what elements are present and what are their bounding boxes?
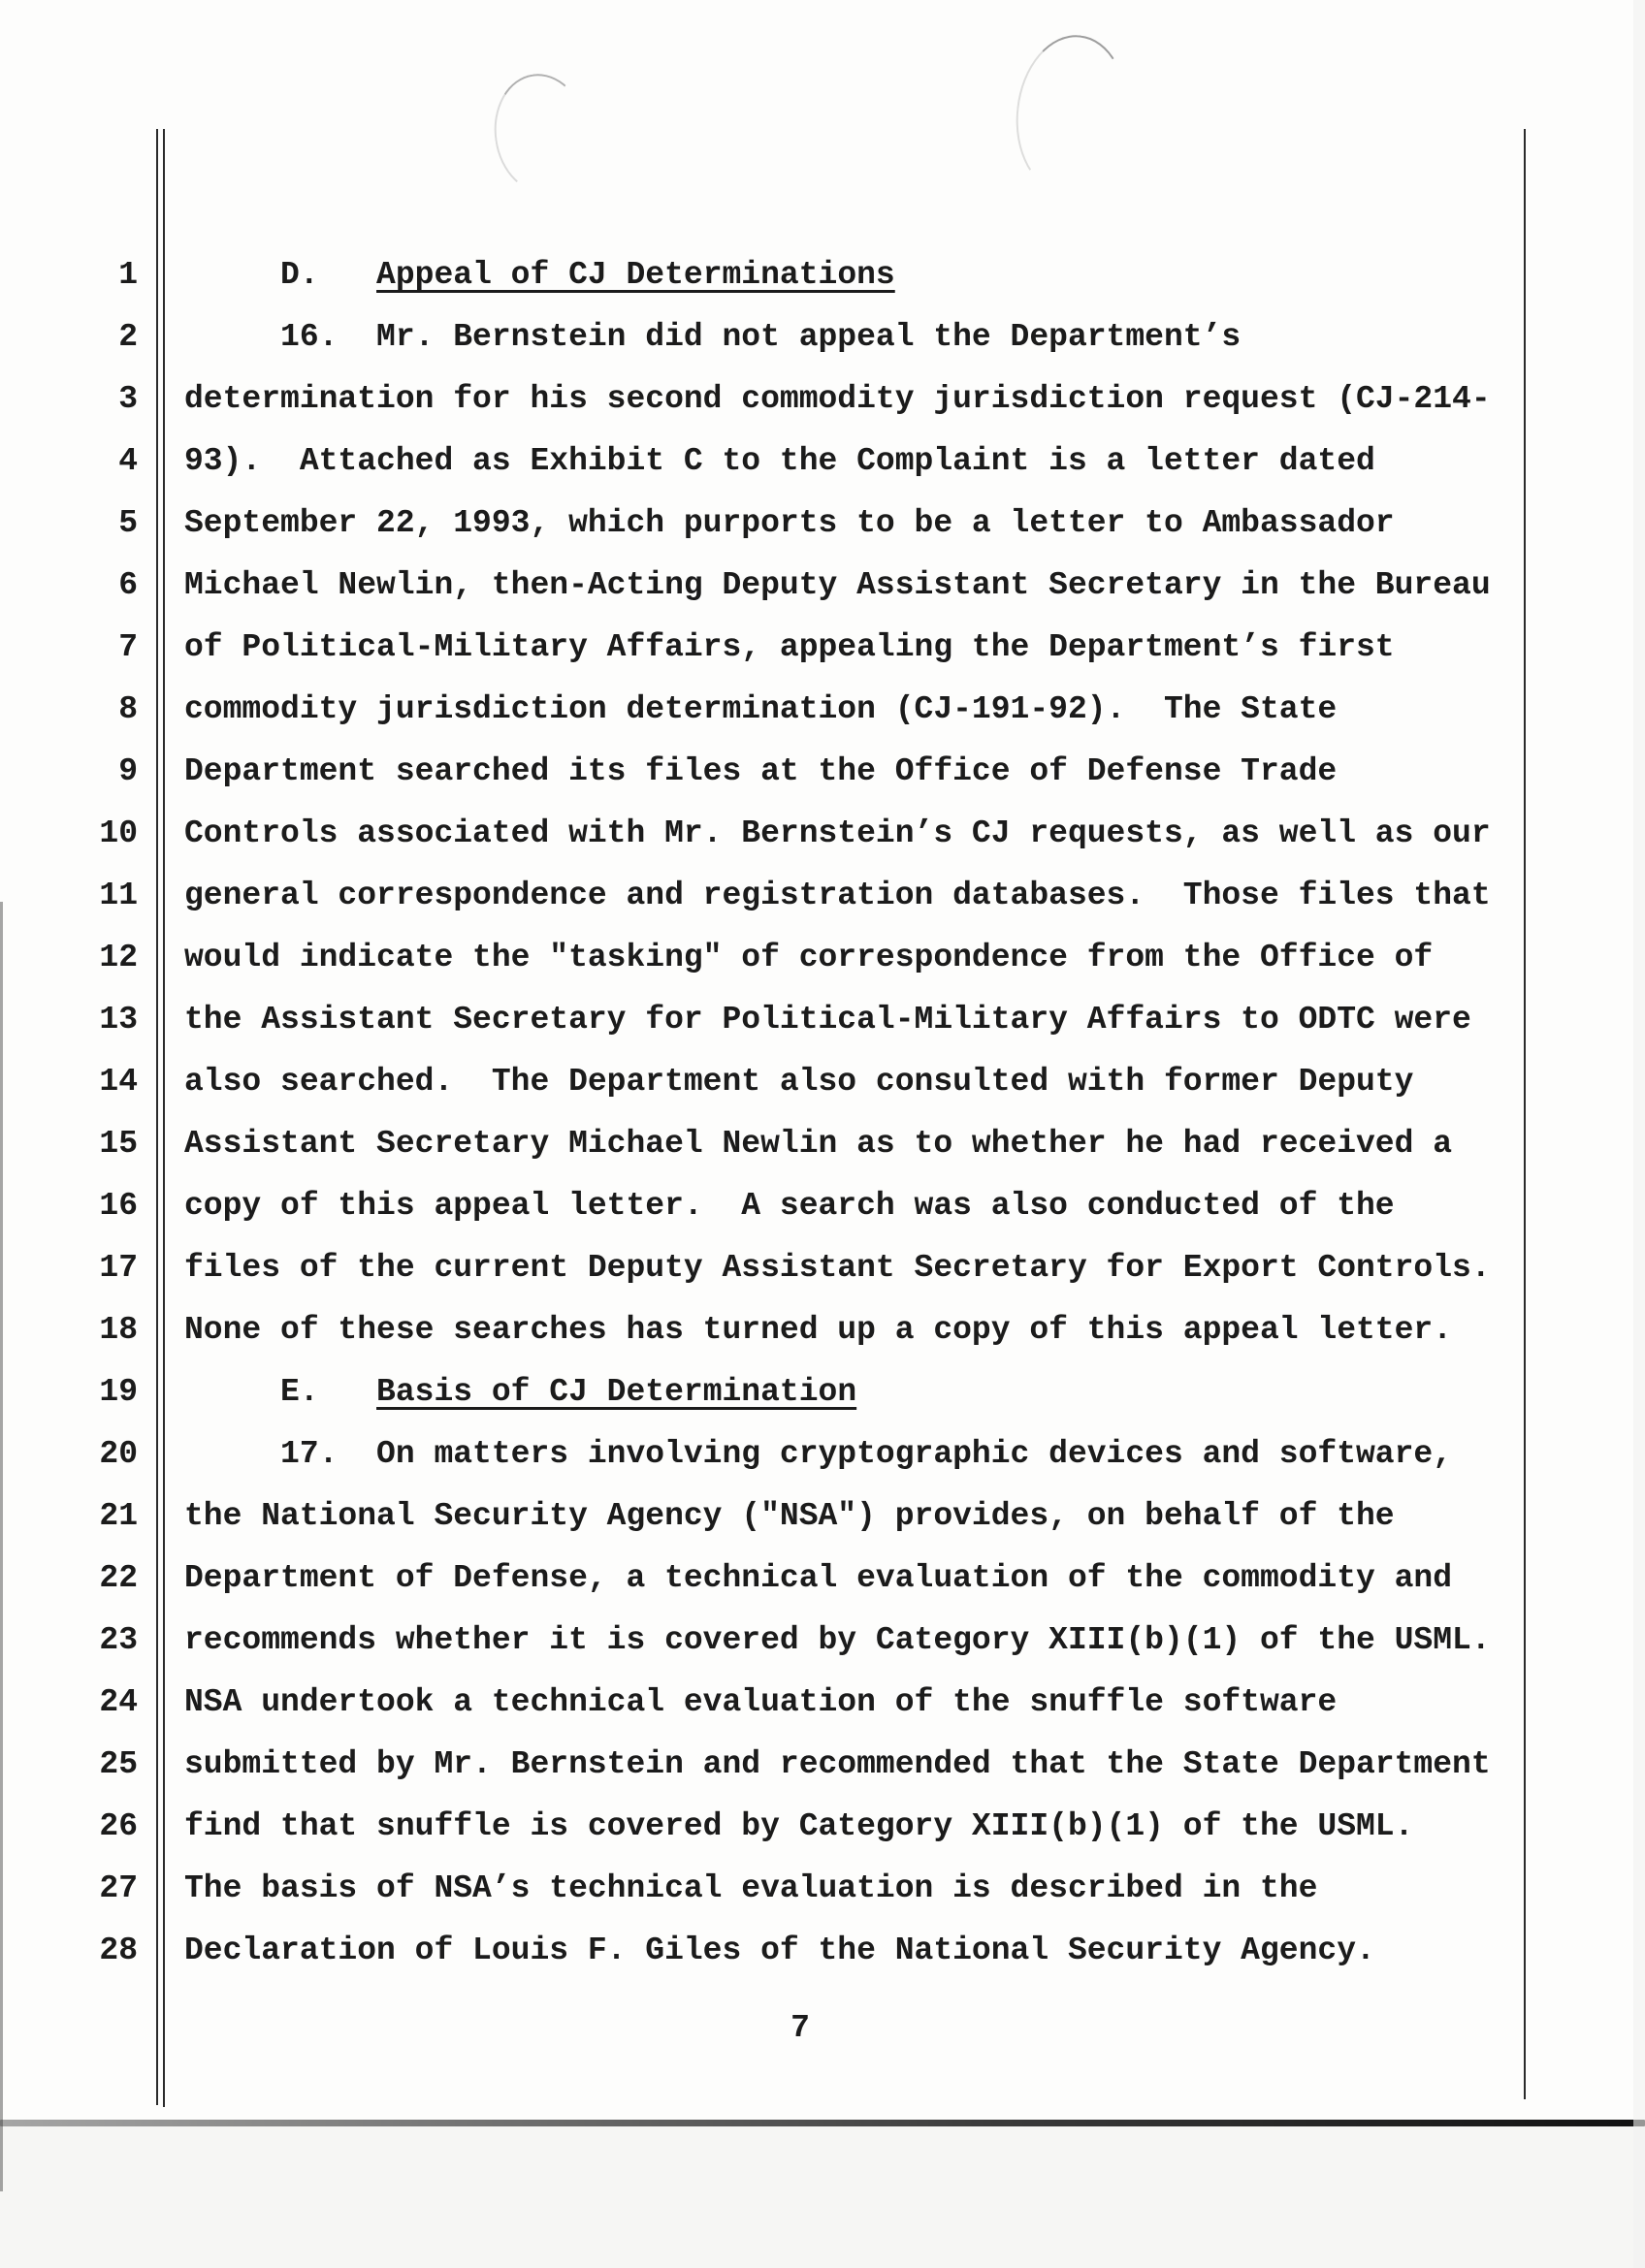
line-text	[184, 1051, 1413, 1113]
document-line	[0, 1610, 1645, 1672]
underlined-section-heading: Basis of CJ Determination	[376, 1374, 857, 1410]
line-text	[184, 1672, 1337, 1734]
scan-curl-artifact	[487, 68, 596, 200]
document-line	[0, 803, 1645, 865]
text-segment: 17. On matters involving cryptographic devices and software,	[184, 1436, 1453, 1472]
line-number: 9	[118, 753, 138, 789]
line-number: 18	[99, 1312, 138, 1348]
document-line	[0, 1734, 1645, 1796]
document-line	[0, 1299, 1645, 1361]
text-segment: would indicate the "tasking" of correspondence from the Office of	[184, 940, 1434, 975]
line-text	[184, 927, 1433, 989]
line-text	[184, 741, 1337, 803]
line-text	[184, 244, 895, 306]
line-number: 27	[99, 1870, 138, 1906]
scan-edge-artifact	[1633, 0, 1645, 2268]
document-line	[0, 1920, 1645, 1982]
document-line	[0, 1796, 1645, 1858]
text-segment: general correspondence and registration databases. Those files that	[184, 878, 1491, 913]
text-segment: Assistant Secretary Michael Newlin as to whether he had received a	[184, 1126, 1453, 1162]
line-number: 3	[118, 381, 138, 417]
line-number: 28	[99, 1933, 138, 1968]
page-number: 7	[790, 2010, 810, 2046]
document-line	[0, 306, 1645, 368]
line-text	[184, 1361, 856, 1423]
line-number: 13	[99, 1002, 138, 1038]
text-segment: of Political-Military Affairs, appealing the Department’s first	[184, 629, 1395, 665]
text-segment: Controls associated with Mr. Bernstein’s CJ requests, as well as our	[184, 815, 1491, 851]
line-number: 5	[118, 505, 138, 541]
text-segment: determination for his second commodity jurisdiction request (CJ-214-	[184, 381, 1491, 417]
line-text	[184, 306, 1241, 368]
text-segment: also searched. The Department also consulted with former Deputy	[184, 1064, 1414, 1100]
document-line	[0, 555, 1645, 617]
text-segment: September 22, 1993, which purports to be a letter to Ambassador	[184, 505, 1395, 541]
document-body	[0, 244, 1645, 1982]
text-segment: submitted by Mr. Bernstein and recommended that the State Department	[184, 1746, 1491, 1782]
document-line	[0, 368, 1645, 431]
line-number: 15	[99, 1126, 138, 1162]
scan-edge-artifact	[0, 902, 3, 2191]
line-number: 10	[99, 815, 138, 851]
line-number: 8	[118, 691, 138, 727]
text-segment: recommends whether it is covered by Category XIII(b)(1) of the USML.	[184, 1622, 1491, 1658]
line-number: 21	[99, 1498, 138, 1534]
document-line	[0, 927, 1645, 989]
line-number: 19	[99, 1374, 138, 1410]
line-number: 7	[118, 629, 138, 665]
text-segment: NSA undertook a technical evaluation of the snuffle software	[184, 1684, 1338, 1720]
document-line	[0, 617, 1645, 679]
line-text	[184, 1113, 1452, 1175]
line-text	[184, 679, 1337, 741]
line-number: 1	[118, 257, 138, 293]
line-text	[184, 1299, 1452, 1361]
document-line	[0, 679, 1645, 741]
line-text	[184, 617, 1395, 679]
line-text	[184, 865, 1491, 927]
line-number: 23	[99, 1622, 138, 1658]
line-number: 11	[99, 878, 138, 913]
text-segment: The basis of NSA’s technical evaluation is described in the	[184, 1870, 1318, 1906]
line-text	[184, 368, 1491, 431]
line-number: 17	[99, 1250, 138, 1286]
document-line	[0, 431, 1645, 493]
document-line	[0, 1113, 1645, 1175]
line-text	[184, 1858, 1317, 1920]
line-text	[184, 1920, 1375, 1982]
line-text	[184, 1237, 1491, 1299]
line-text	[184, 493, 1395, 555]
text-segment: copy of this appeal letter. A search was also conducted of the	[184, 1188, 1395, 1224]
text-segment: Department of Defense, a technical evaluation of the commodity and	[184, 1560, 1453, 1596]
text-segment: Michael Newlin, then-Acting Deputy Assistant Secretary in the Bureau	[184, 567, 1491, 603]
document-line	[0, 1423, 1645, 1485]
document-line	[0, 1237, 1645, 1299]
line-number: 24	[99, 1684, 138, 1720]
page-bottom-edge	[0, 2120, 1645, 2126]
line-text	[184, 555, 1491, 617]
line-text	[184, 1610, 1491, 1672]
text-segment: D.	[184, 257, 377, 293]
document-line	[0, 1672, 1645, 1734]
document-line	[0, 1361, 1645, 1423]
text-segment: 93). Attached as Exhibit C to the Complaint is a letter dated	[184, 443, 1375, 479]
document-line	[0, 1175, 1645, 1237]
line-number: 25	[99, 1746, 138, 1782]
line-text	[184, 431, 1375, 493]
line-number: 16	[99, 1188, 138, 1224]
text-segment: commodity jurisdiction determination (CJ-191-92). The State	[184, 691, 1338, 727]
line-text	[184, 1423, 1452, 1485]
document-line	[0, 741, 1645, 803]
line-number: 12	[99, 940, 138, 975]
line-number: 2	[118, 319, 138, 355]
text-segment: the National Security Agency ("NSA") provides, on behalf of the	[184, 1498, 1395, 1534]
line-text	[184, 1175, 1395, 1237]
text-segment: Declaration of Louis F. Giles of the National Security Agency.	[184, 1933, 1375, 1968]
text-segment: Department searched its files at the Office of Defense Trade	[184, 753, 1338, 789]
text-segment: None of these searches has turned up a copy of this appeal letter.	[184, 1312, 1453, 1348]
line-number: 14	[99, 1064, 138, 1100]
scanner-background	[0, 2126, 1645, 2268]
line-text	[184, 1796, 1413, 1858]
text-segment: 16. Mr. Bernstein did not appeal the Department’s	[184, 319, 1242, 355]
document-line	[0, 989, 1645, 1051]
line-number: 22	[99, 1560, 138, 1596]
text-segment: files of the current Deputy Assistant Secretary for Export Controls.	[184, 1250, 1491, 1286]
document-line	[0, 1858, 1645, 1920]
line-text	[184, 989, 1471, 1051]
document-line	[0, 865, 1645, 927]
document-line	[0, 1485, 1645, 1548]
line-text	[184, 803, 1491, 865]
line-number: 26	[99, 1808, 138, 1844]
document-line	[0, 493, 1645, 555]
document-line	[0, 1548, 1645, 1610]
line-number: 6	[118, 567, 138, 603]
document-line	[0, 1051, 1645, 1113]
line-text	[184, 1485, 1395, 1548]
line-text	[184, 1734, 1491, 1796]
document-line	[0, 244, 1645, 306]
text-segment: the Assistant Secretary for Political-Military Affairs to ODTC were	[184, 1002, 1471, 1038]
line-text	[184, 1548, 1452, 1610]
line-number: 4	[118, 443, 138, 479]
text-segment: E.	[184, 1374, 377, 1410]
scan-curl-artifact	[1009, 29, 1136, 199]
line-number: 20	[99, 1436, 138, 1472]
text-segment: find that snuffle is covered by Category XIII(b)(1) of the USML.	[184, 1808, 1414, 1844]
underlined-section-heading: Appeal of CJ Determinations	[376, 257, 895, 293]
